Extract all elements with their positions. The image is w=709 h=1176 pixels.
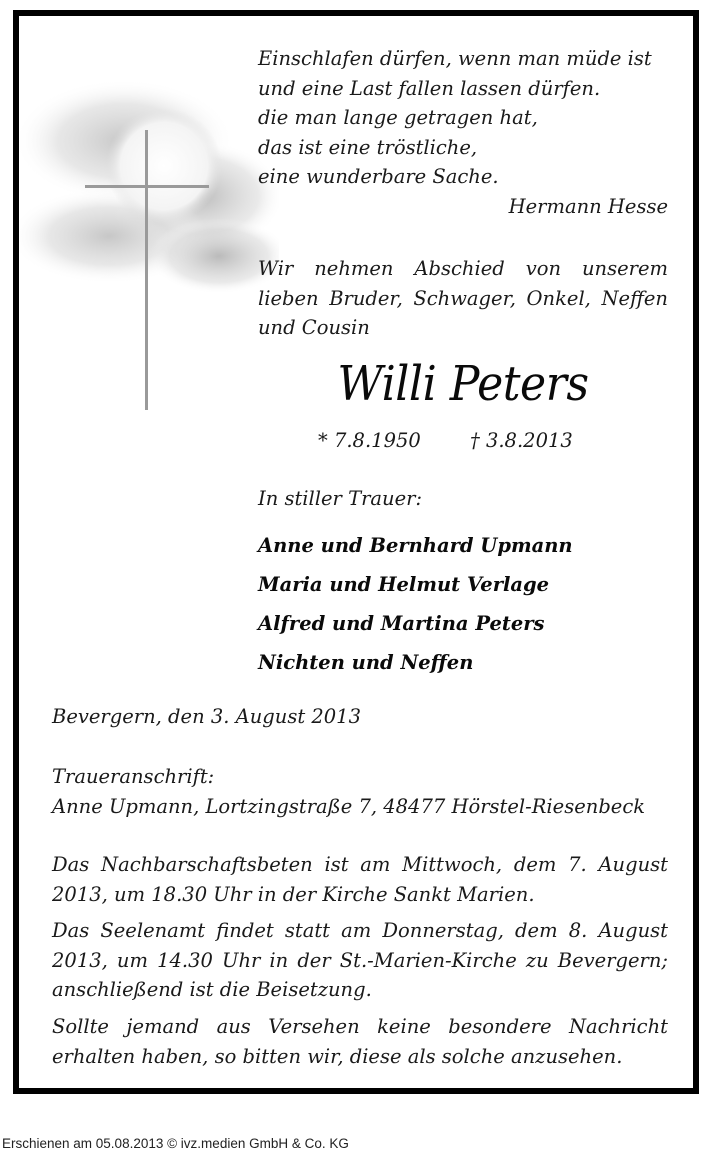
poem [258, 44, 668, 221]
mourner: Nichten und Neffen [258, 651, 474, 674]
farewell-text: Wir nehmen Abschied von unserem lieben Bruder, Schwager, Onkel, Neffen und Cousin [258, 257, 668, 339]
mourning-label: In stiller Trauer: [258, 487, 423, 510]
mourners-list [258, 526, 573, 682]
poem-line: die man lange getragen hat, [258, 106, 538, 129]
place-date: Bevergern, den 3. August 2013 [52, 705, 361, 728]
birth-date: * 7.8.1950 [318, 429, 421, 452]
notice-info: Sollte jemand aus Versehen keine besondere Nachricht erhalten haben, so bitten wir, diese als solche anzusehen. [52, 1015, 668, 1068]
life-dates [318, 426, 618, 456]
mourner: Alfred und Martina Peters [258, 612, 545, 635]
cross-moon-artwork [19, 46, 279, 426]
obituary-notice [13, 10, 699, 1094]
address-label: Traueranschrift: [52, 765, 215, 788]
mourning-address: Anne Upmann, Lortzingstraße 7, 48477 Hörstel-Riesenbeck [52, 795, 646, 818]
death-date: † 3.8.2013 [470, 429, 573, 452]
requiem-info: Das Seelenamt findet statt am Donnerstag, dem 8. August 2013, um 14.30 Uhr in der St.-Marien-Kirche zu Bevergern; anschließend ist die Beisetzung. [52, 919, 668, 1001]
poem-author: Hermann Hesse [508, 194, 668, 218]
prayer-info: Das Nachbarschaftsbeten ist am Mittwoch, dem 7. August 2013, um 18.30 Uhr in der Kirche Sankt Marien. [52, 853, 668, 906]
poem-line: und eine Last fallen lassen dürfen. [258, 76, 601, 100]
poem-line: eine wunderbare Sache. [258, 165, 499, 188]
poem-line: Einschlafen dürfen, wenn man müde ist [258, 47, 652, 70]
publication-footer: Erschienen am 05.08.2013 © ivz.medien GmbH & Co. KG [2, 1136, 349, 1151]
poem-line: das ist eine tröstliche, [258, 135, 478, 159]
mourner: Maria und Helmut Verlage [258, 573, 550, 596]
mourner: Anne und Bernhard Upmann [258, 534, 573, 557]
deceased-name: Willi Peters [337, 356, 589, 412]
